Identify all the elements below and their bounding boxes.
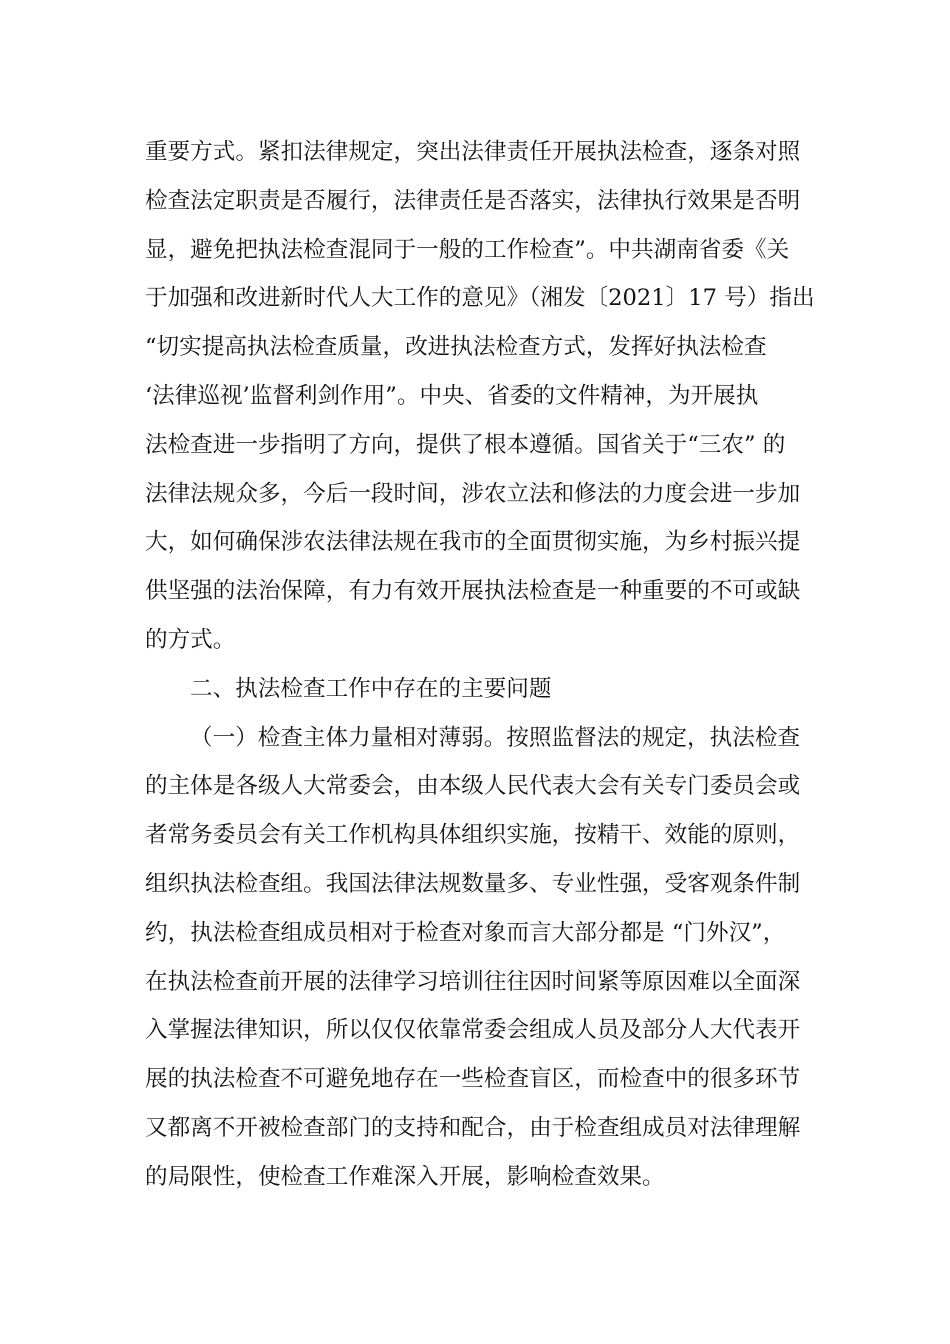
paragraph-line: 在执法检查前开展的法律学习培训往往因时间紧等原因难以全面深 <box>145 968 801 995</box>
paragraph-line: “切实提高执法检查质量，改进执法检查方式，发挥好执法检查 <box>145 334 767 361</box>
paragraph-line: 的局限性，使检查工作难深入开展，影响检查效果。 <box>145 1163 665 1190</box>
paragraph-line: 展的执法检查不可避免地存在一些检查盲区，而检查中的很多环节 <box>145 1066 801 1093</box>
section-heading: 二、执法检查工作中存在的主要问题 <box>190 675 552 702</box>
paragraph-line: 者常务委员会有关工作机构具体组织实施，按精干、效能的原则， <box>145 822 801 849</box>
paragraph-line: 供坚强的法治保障，有力有效开展执法检查是一种重要的不可或缺 <box>145 578 801 605</box>
paragraph-line: 又都离不开被检查部门的支持和配合，由于检查组成员对法律理解 <box>145 1114 801 1141</box>
paragraph-line: 显，避免把执法检查混同于一般的工作检查”。中共湖南省委《关 <box>145 236 790 263</box>
paragraph-line: 组织执法检查组。我国法律法规数量多、专业性强，受客观条件制 <box>145 870 801 897</box>
paragraph-line: 法检查进一步指明了方向，提供了根本遵循。国省关于“三农” 的 <box>145 431 786 458</box>
paragraph-line: 入掌握法律知识，所以仅仅依靠常委会组成人员及部分人大代表开 <box>145 1017 801 1044</box>
paragraph-line: ‘法律巡视’监督利剑作用”。中央、省委的文件精神，为开展执 <box>145 382 759 409</box>
paragraph-line: 约，执法检查组成员相对于检查对象而言大部分都是 “门外汉”， <box>145 919 786 946</box>
paragraph-line: 于加强和改进新时代人大工作的意见》（湘发〔2021〕17 号）指出 <box>145 285 815 312</box>
paragraph-line: 的主体是各级人大常委会，由本级人民代表大会有关专门委员会或 <box>145 773 801 800</box>
paragraph-line: （一）检查主体力量相对薄弱。按照监督法的规定，执法检查 <box>190 724 801 751</box>
paragraph-line: 检查法定职责是否履行，法律责任是否落实，法律执行效果是否明 <box>145 187 801 214</box>
paragraph-line: 法律法规众多，今后一段时间，涉农立法和修法的力度会进一步加 <box>145 480 801 507</box>
paragraph-line: 大，如何确保涉农法律法规在我市的全面贯彻实施，为乡村振兴提 <box>145 529 801 556</box>
paragraph-line: 的方式。 <box>145 626 236 653</box>
paragraph-line: 重要方式。紧扣法律规定，突出法律责任开展执法检查，逐条对照 <box>145 139 801 165</box>
document-body <box>145 128 815 1202</box>
